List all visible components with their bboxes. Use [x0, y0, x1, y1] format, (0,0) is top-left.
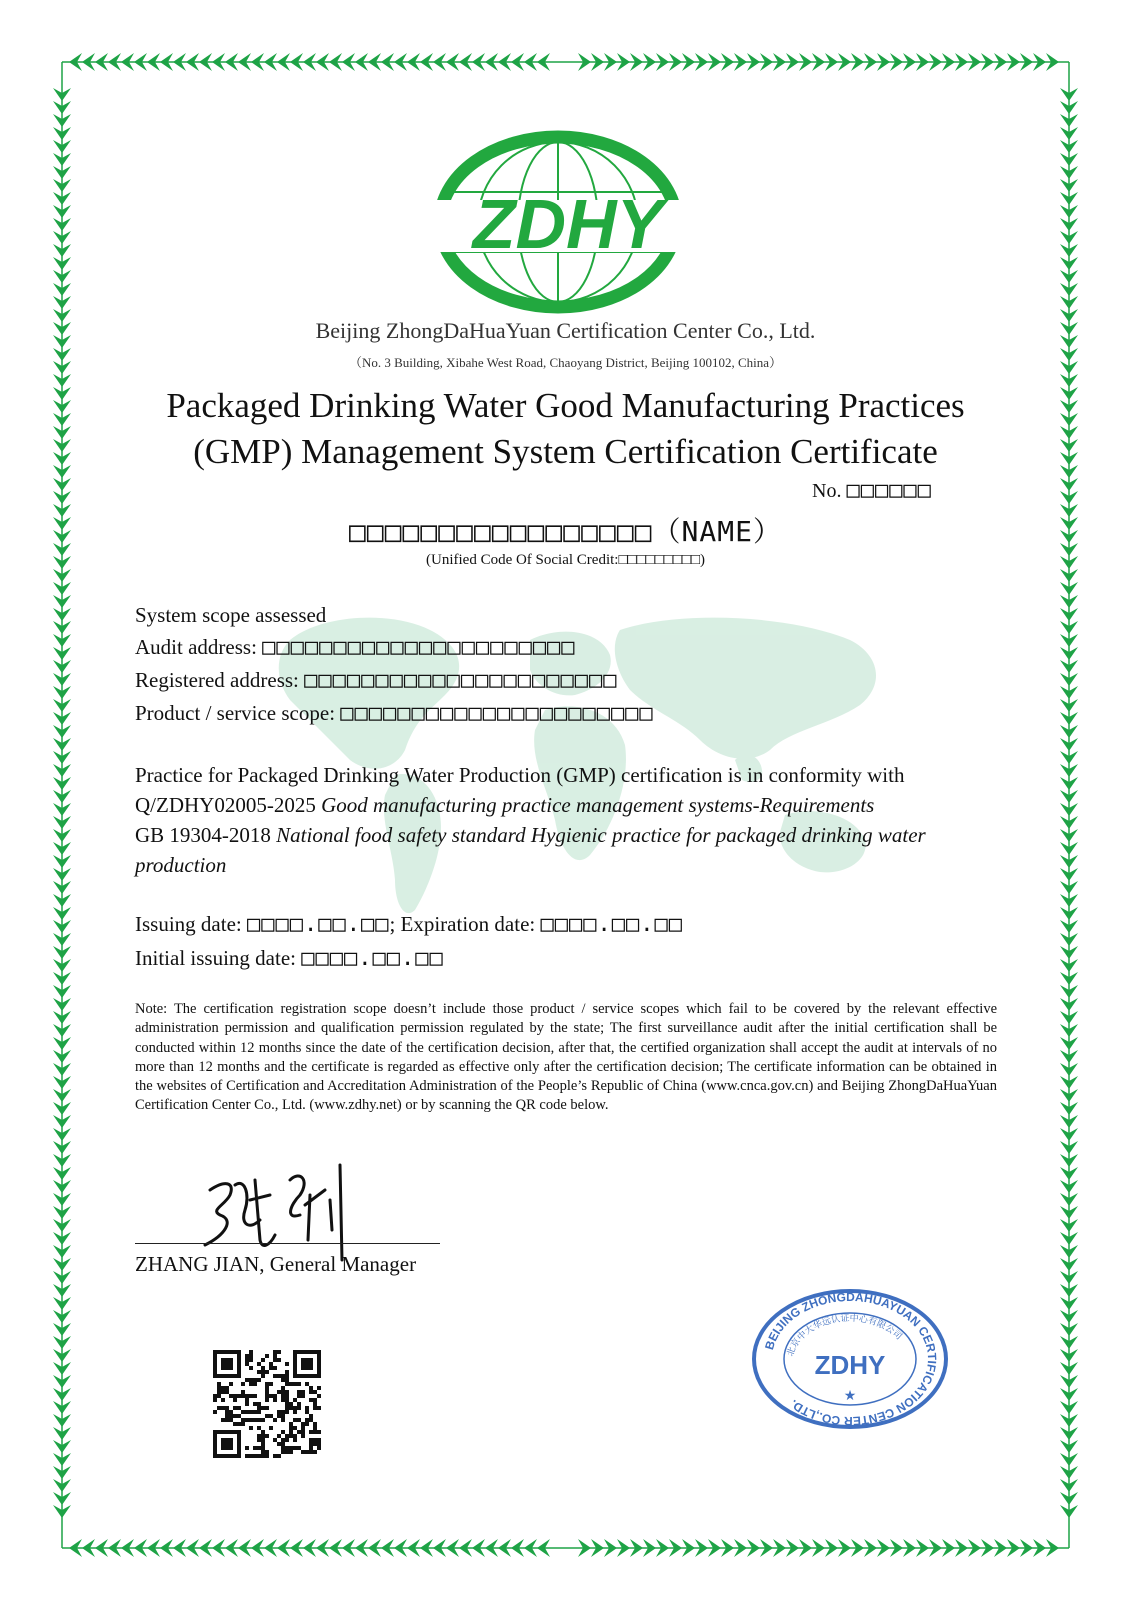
audit-address-value: □□□□□□□□□□□□□□□□□□□□□□ — [262, 635, 576, 660]
certificate-number-value: □□□□□□ — [846, 478, 932, 503]
audit-address — [135, 635, 576, 660]
seal-center-text: ZDHY — [814, 1350, 886, 1380]
conformity-statement: Practice for Packaged Drinking Water Production (GMP) certification is in conformity with — [135, 763, 905, 787]
certificate-number — [812, 478, 932, 503]
initial-date-value: □□□□.□□.□□ — [301, 946, 444, 971]
signature-line — [135, 1243, 440, 1244]
organization-name: □□□□□□□□□□□□□□□□□（NAME） — [348, 515, 782, 548]
company-seal — [750, 1288, 950, 1430]
expiration-date-value: □□□□.□□.□□ — [540, 912, 683, 937]
scope-heading: System scope assessed — [135, 603, 327, 627]
logo-text: ZDHY — [472, 185, 664, 263]
seal-outer-text: BEIJING ZHONGDAHUAYUAN CERTIFICATION CENTER CO.,LTD. — [762, 1289, 940, 1429]
issuing-date-label: Issuing date: — [135, 912, 242, 936]
product-scope — [135, 701, 654, 726]
initial-issuing-date — [135, 946, 444, 971]
signer-name: ZHANG JIAN, General Manager — [135, 1252, 417, 1276]
product-scope-value: □□□□□□□□□□□□□□□□□□□□□□ — [340, 701, 654, 726]
zdhy-logo — [433, 130, 703, 315]
certificate-title-line-2: (GMP) Management System Certification Certificate — [193, 432, 938, 471]
standard-1-title: Good manufacturing practice management systems-Requirements — [321, 793, 875, 817]
seal-star-icon: ★ — [843, 1388, 857, 1404]
certificate-number-label: No. — [812, 480, 842, 502]
registered-address-value: □□□□□□□□□□□□□□□□□□□□□□ — [304, 668, 618, 693]
standard-1 — [135, 793, 874, 818]
issuing-dates — [135, 912, 683, 937]
standard-2-continued — [135, 853, 226, 878]
product-scope-label: Product / service scope: — [135, 701, 336, 725]
issuing-date-value: □□□□.□□.□□ — [246, 912, 390, 937]
registered-address-label: Registered address: — [135, 668, 299, 692]
company-name: Beijing ZhongDaHuaYuan Certification Center Co., Ltd. — [315, 318, 816, 343]
initial-date-label: Initial issuing date: — [135, 946, 296, 970]
audit-address-label: Audit address: — [135, 635, 257, 659]
certificate-note: Note: The certification registration scope doesn’t include those product / service scopes which fail to be covered by the relevant effective administration permission and qualification permission regulated by the state; The first surveillance audit after the initial certification shall be conducted within 12 months since the date of the certification decision, after that, the certified organization shall accept the audit at intervals of no more than 12 months and the certificate is regarded as effective only after the certification decision; The certificate information can be obtained in the websites of Certification and Accreditation Administration of the People’s Republic of China (www.cnca.gov.cn) and Beijing ZhongDaHuaYuan Certification Center Co., Ltd. (www.zdhy.net) or by scanning the QR code below. — [135, 1001, 997, 1114]
standard-2 — [135, 823, 926, 848]
company-address: （No. 3 Building, Xibahe West Road, Chaoyang District, Beijing 100102, China） — [348, 355, 783, 370]
certificate-title-line-1: Packaged Drinking Water Good Manufacturing Practices — [166, 386, 965, 425]
expiration-date-label: ; Expiration date: — [389, 912, 536, 936]
credit-code: (Unified Code Of Social Credit:□□□□□□□□□) — [426, 552, 705, 568]
qr-code[interactable] — [213, 1350, 321, 1458]
seal-inner-text: 北京中大华远认证中心有限公司 — [785, 1313, 904, 1358]
standard-2-code: GB 19304-2018 — [135, 823, 271, 847]
standard-2-title-end: production — [135, 853, 227, 877]
standard-1-code: Q/ZDHY02005-2025 — [135, 793, 316, 817]
registered-address — [135, 668, 618, 693]
standard-2-title: National food safety standard Hygienic practice for packaged drinking water — [276, 823, 926, 847]
